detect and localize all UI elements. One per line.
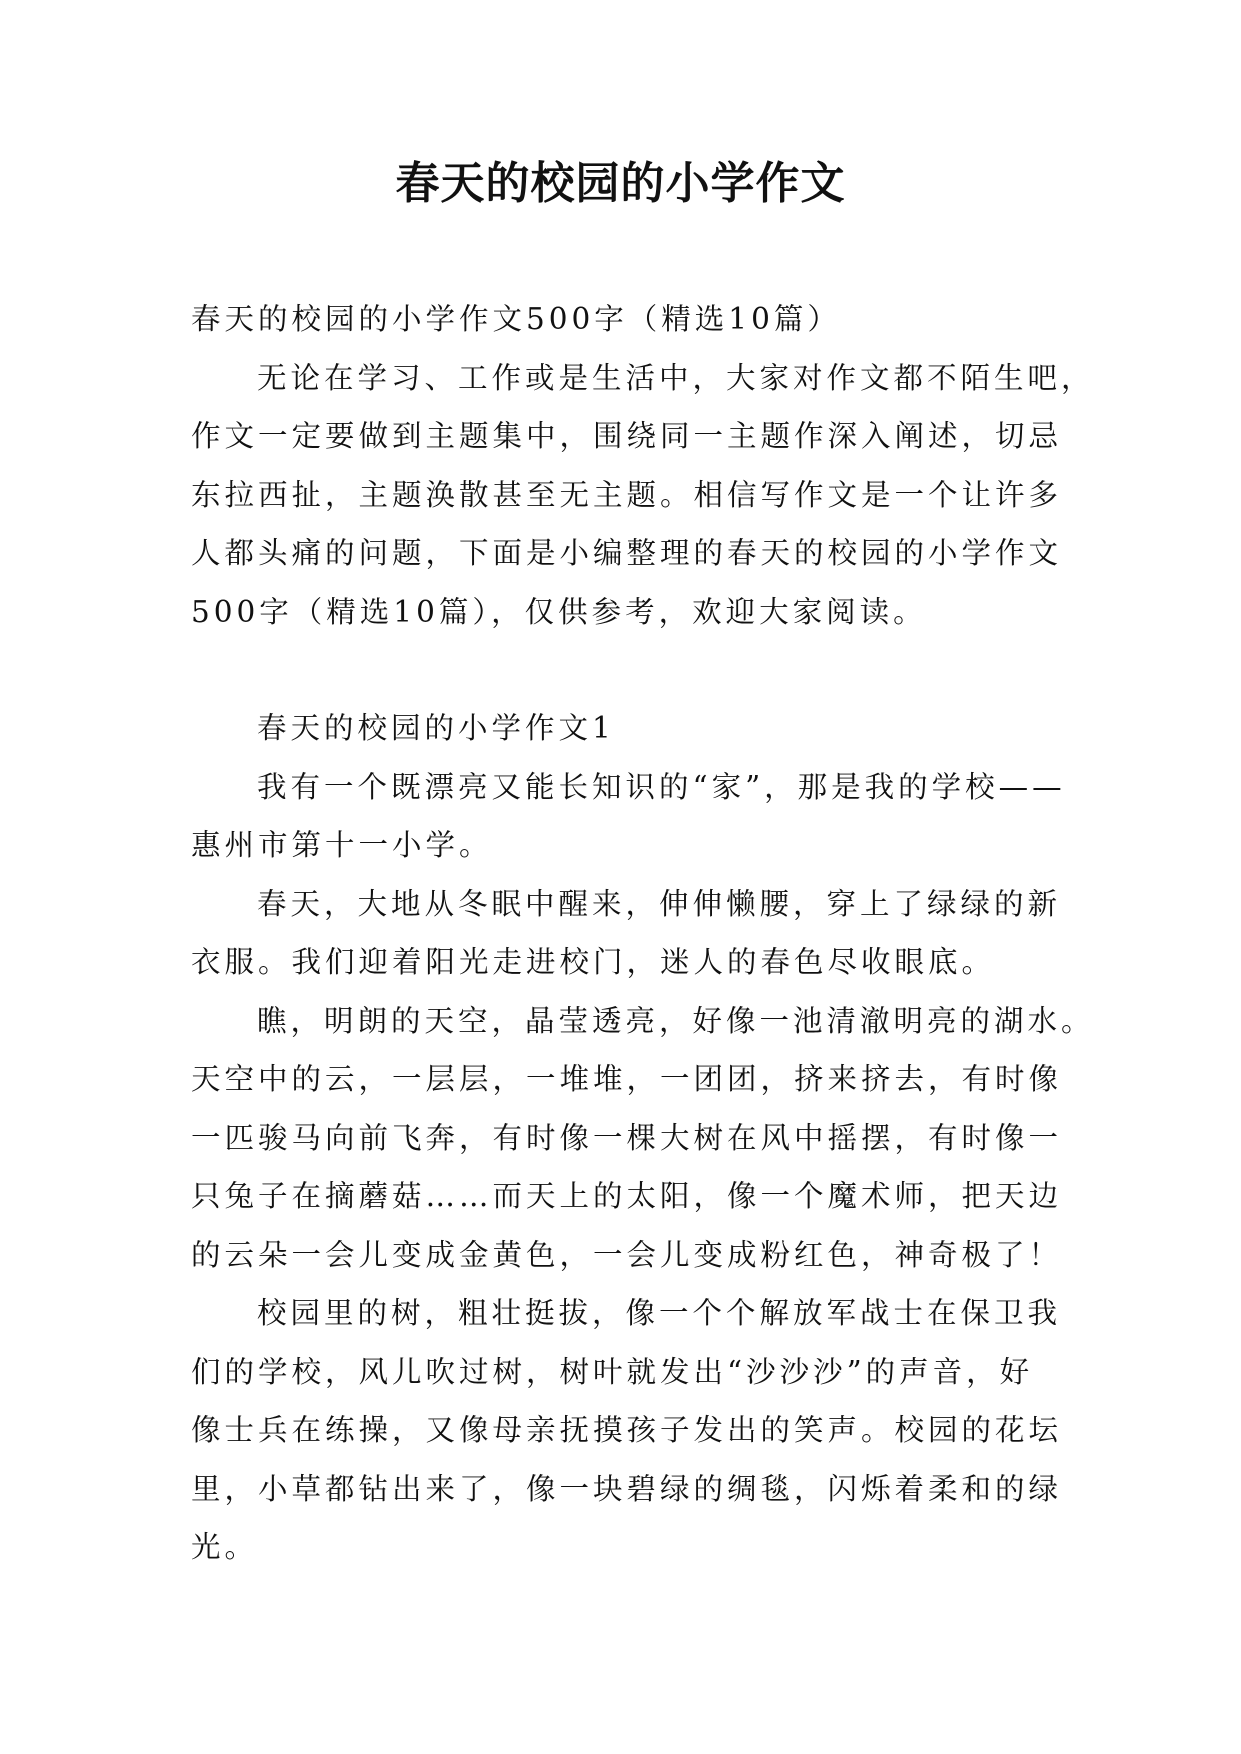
paragraph-4-line: 里，小草都钻出来了，像一块碧绿的绸毯，闪烁着柔和的绿 [191,1471,1063,1506]
paragraph-3-line: 一匹骏马向前飞奔，有时像一棵大树在风中摇摆，有时像一 [191,1120,1063,1155]
paragraph-3-line: 瞧，明朗的天空，晶莹透亮，好像一池清澈明亮的湖水。 [257,1003,1095,1038]
paragraph-2-line: 春天，大地从冬眠中醒来，伸伸懒腰，穿上了绿绿的新 [257,886,1062,921]
document-body [191,290,1095,1577]
paragraph-1-line: 惠州市第十一小学。 [191,828,493,862]
paragraph-4-line: 光。 [191,1530,259,1564]
paragraph-3-line: 天空中的云，一层层，一堆堆，一团团，挤来挤去，有时像 [191,1062,1063,1096]
paragraph-3-line: 只兔子在摘蘑菇……而天上的太阳，像一个魔术师，把天边 [191,1179,1063,1213]
section-spacer [191,641,1071,699]
intro-line: 作文一定要做到主题集中，围绕同一主题作深入阐述，切忌 [191,419,1063,453]
paragraph-4-line: 校园里的树，粗壮挺拔，像一个个解放军战士在保卫我 [257,1296,1062,1330]
intro-line: 无论在学习、工作或是生活中，大家对作文都不陌生吧， [257,360,1095,395]
intro-line: 人都头痛的问题，下面是小编整理的春天的校园的小学作文 [191,536,1063,570]
paragraph-4-line: 像士兵在练操，又像母亲抚摸孩子发出的笑声。校园的花坛 [191,1413,1063,1447]
paragraph-3-line: 的云朵一会儿变成金黄色，一会儿变成粉红色，神奇极了！ [191,1237,1063,1272]
essay-heading: 春天的校园的小学作文1 [257,711,615,745]
paragraph-2-line: 衣服。我们迎着阳光走进校门，迷人的春色尽收眼底。 [191,945,996,979]
paragraph-4-line: 们的学校，风儿吹过树，树叶就发出“沙沙沙”的声音，好 [191,1354,1034,1389]
document-title: 春天的校园的小学作文 [395,158,846,209]
intro-line: 东拉西扯，主题涣散甚至无主题。相信写作文是一个让许多 [191,477,1063,512]
intro-line: 500字（精选10篇），仅供参考，欢迎大家阅读。 [191,594,927,629]
paragraph-1-line: 我有一个既漂亮又能长知识的“家”，那是我的学校—— [257,769,1066,804]
document-subtitle: 春天的校园的小学作文500字（精选10篇） [191,302,841,336]
